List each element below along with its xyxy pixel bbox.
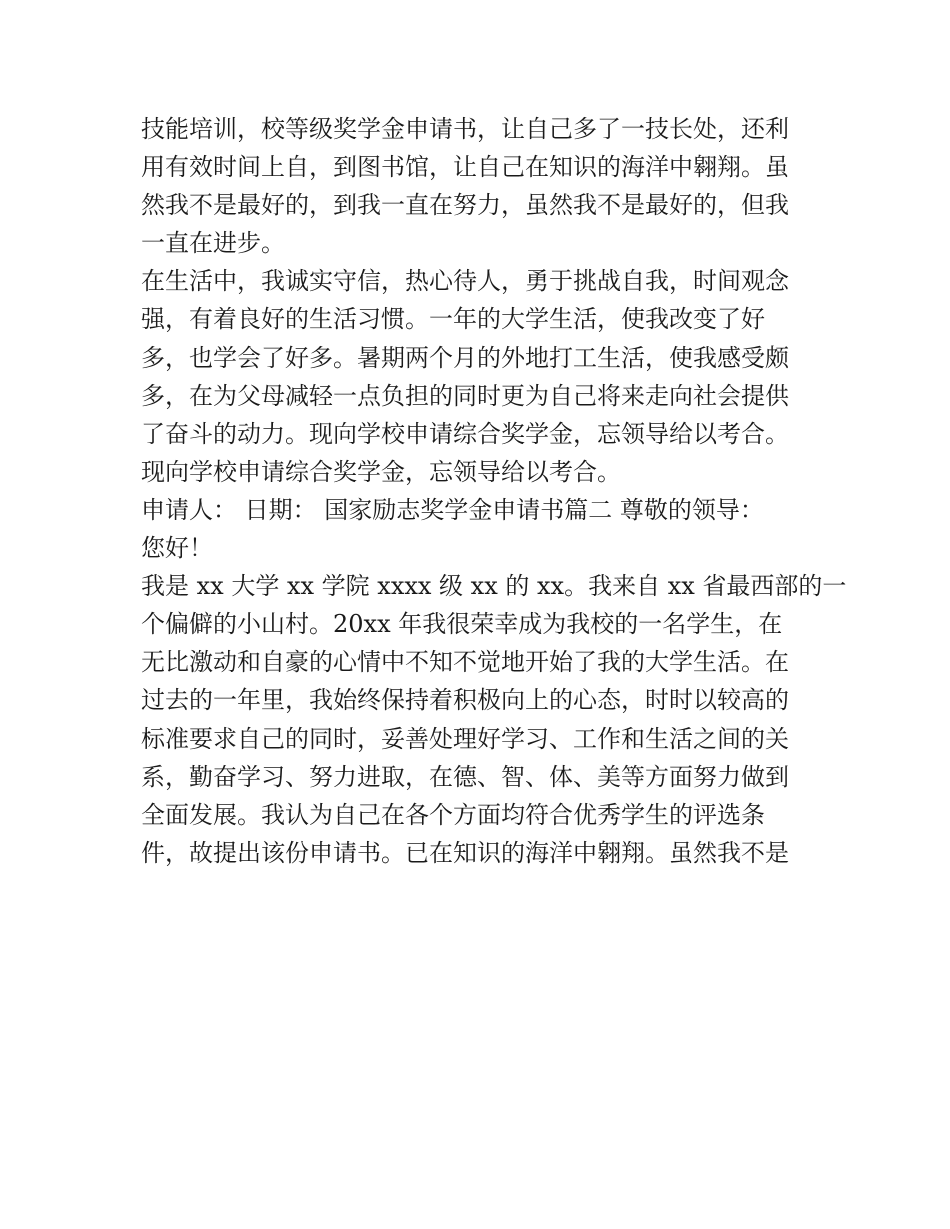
text-line: 您好！ [141,534,213,563]
text-line: 然我不是最好的，到我一直在努力，虽然我不是最好的，但我 [141,191,789,220]
text-line: 申请人： 日期： 国家励志奖学金申请书篇二 尊敬的领导： [141,495,764,524]
text-line: 个偏僻的小山村。20xx 年我很荣幸成为我校的一名学生，在 [141,610,783,639]
text-line: 多，在为父母减轻一点负担的同时更为自己将来走向社会提供 [141,381,789,410]
text-line: 用有效时间上自，到图书馆，让自己在知识的海洋中翱翔。虽 [141,153,789,182]
text-line: 过去的一年里，我始终保持着积极向上的心态，时时以较高的 [141,686,789,715]
document-body [141,110,847,872]
text-line: 标准要求自己的同时，妥善处理好学习、工作和生活之间的关 [141,724,789,753]
text-line: 系，勤奋学习、努力进取，在德、智、体、美等方面努力做到 [141,762,789,791]
text-line: 我是 xx 大学 xx 学院 xxxx 级 xx 的 xx。我来自 xx 省最西部的一 [141,572,847,601]
text-line: 技能培训，校等级奖学金申请书，让自己多了一技长处，还利 [141,115,789,143]
text-line: 强，有着良好的生活习惯。一年的大学生活，使我改变了好 [141,305,765,334]
text-line: 一直在进步。 [141,229,285,258]
text-line: 多，也学会了好多。暑期两个月的外地打工生活，使我感受颇 [141,343,789,372]
text-line: 在生活中，我诚实守信，热心待人，勇于挑战自我，时间观念 [141,267,789,296]
text-line: 无比激动和自豪的心情中不知不觉地开始了我的大学生活。在 [141,648,789,677]
text-line: 了奋斗的动力。现向学校申请综合奖学金，忘领导给以考合。 [141,419,789,448]
text-line: 全面发展。我认为自己在各个方面均符合优秀学生的评选条 [141,800,765,829]
text-line: 件，故提出该份申请书。已在知识的海洋中翱翔。虽然我不是 [141,838,789,867]
text-line: 现向学校申请综合奖学金，忘领导给以考合。 [141,457,621,486]
